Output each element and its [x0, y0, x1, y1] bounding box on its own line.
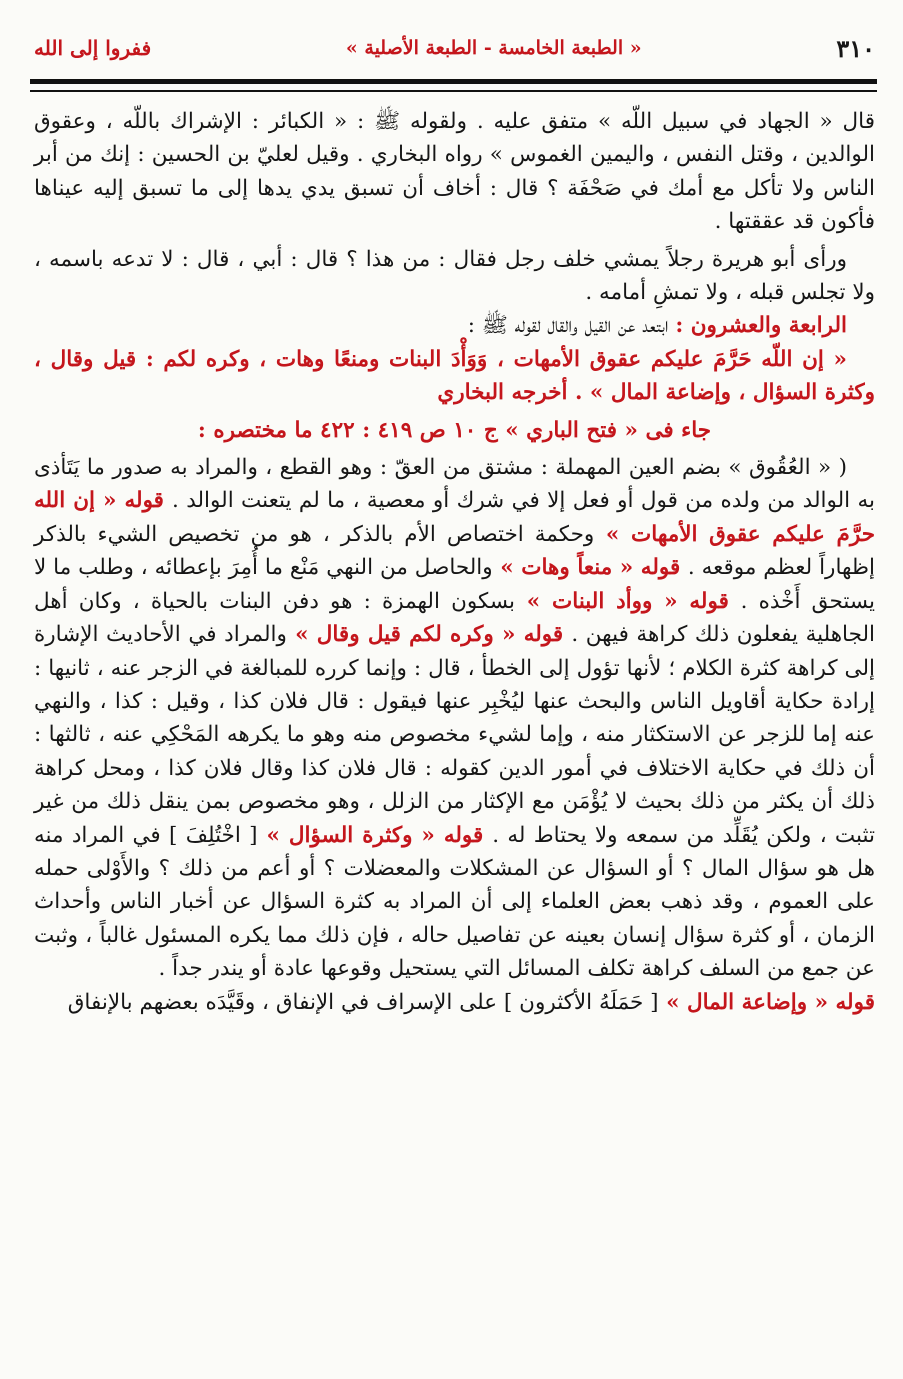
highlight-1: قوله « إن الله حرَّمَ عليكم عقوق الأمهات » — [34, 488, 876, 547]
page-number: ٣١٠ — [836, 33, 875, 63]
commentary-part-2: وحكمة اختصاص الأم بالذكر ، هو من تخصيص الشيء بالذكر إظهاراً لعظم موقعه . — [34, 521, 875, 581]
edition-label: « الطبعة الخامسة - الطبعة الأصلية » — [345, 37, 642, 59]
highlight-3: قوله « ووأد البنات » — [515, 588, 741, 614]
header-rule-thick — [30, 79, 877, 84]
highlight-5: قوله « وكثرة السؤال » — [257, 822, 493, 848]
page-body — [34, 105, 875, 1359]
highlight-4: قوله « وكره لكم قيل وقال » — [286, 622, 572, 648]
section-label: الرابعة والعشرون : — [675, 313, 847, 339]
commentary-part-3: والحاصل من النهي مَنْع ما أُمِرَ بإعطائه ، وطلب ما لا يستحق أَخْذه . — [34, 555, 876, 614]
commentary-part-5: والمراد في الأحاديث الإشارة إلى كراهة كثرة الكلام ؛ لأنها تؤول إلى الخطأ ، قال : وإنما كرره للمبالغة في الزجر عنه ، ثانيها : إرادة حكاية أقاويل الناس والبحث عنها ليُخْبِر عنها فيقول : قال فلان كذا ، وقيل : كذا ، والنهي عنه إما للزجر عن الاستكثار منه ، وإما لشيء مخصوص منه وهو ما يكرهه المَحْكِي عنه ، ثالثها : أن ذلك في حكاية الاختلاف في أمور الدين كقوله : قال فلان كذا وقال فلان كذا ، ومحل كراهة ذلك أن يكثر من ذلك بحيث لا يُؤْمَن مع الإكثار من الزلل ، وهو مخصوص بمن ينقل ذلك من غير تثبت ، ولكن يُقَلِّد من سمعه ولا يحتاط له . — [34, 622, 876, 848]
highlight-2: قوله « منعاً وهات » — [492, 555, 688, 581]
commentary-part-7: [ حَمَلَهُ الأكثرون ] على الإسراف في الإنفاق ، وقَيَّدَه بعضهم بالإنفاق — [67, 989, 659, 1015]
source-reference: جاء فى « فتح الباري » ج ١٠ ص ٤١٩ : ٤٢٢ ما مختصره : — [197, 417, 712, 443]
page-header — [34, 28, 875, 68]
commentary — [34, 451, 875, 986]
hadith-text: « إن اللّه حَرَّمَ عليكم عقوق الأمهات ، وَوَأْدَ البنات ومنعًا وهات ، وكره لكم : قيل وقال ، وكثرة السؤال ، وإضاعة المال » . أخرجه البخاري — [34, 346, 875, 406]
book-title: ففروا إلى الله — [34, 36, 152, 60]
header-rule-thin — [30, 90, 877, 92]
paragraph-2: ورأى أبو هريرة رجلاً يمشي خلف رجل فقال : من هذا ؟ قال : أبي ، قال : لا تدعه باسمه ، ولا تجلس قبله ، ولا تمشِ أمامه . — [34, 246, 875, 306]
commentary-part-4: بسكون الهمزة : هو دفن البنات بالحياة ، وكان أهل الجاهلية يفعلون ذلك كراهة فيهن . — [34, 588, 875, 648]
highlight-6: قوله « وإضاعة المال » — [658, 989, 875, 1015]
paragraph-3 — [34, 309, 875, 342]
section-text: ابتعد عن القيل والقال لقوله ﷺ : — [467, 313, 676, 339]
commentary-part-1: ( « العُقُوق » بضم العين المهملة : مشتق من العقّ : وهو القطع ، والمراد به صدور ما يَتَأذى به الوالد من ولده من قول أو فعل إلا في شرك أو معصية ، ما لم يتعنت الوالد . — [34, 455, 875, 514]
commentary-final — [34, 986, 875, 1019]
commentary-part-6: [ اخْتُلِفَ ] في المراد منه هل هو سؤال المال ؟ أو السؤال عن المشكلات والمعضلات ؟ أو أعم من ذلك ؟ والأَوْلى حمله على العموم ، وقد ذهب بعض العلماء إلى أن المراد به كثرة السؤال عن أخبار الناس وأحداث الزمان ، أو كثرة سؤال إنسان بعينه عن تفاصيل حاله ، فإن ذلك مما يكره المسئول غالباً ، وثبت عن جمع من السلف كراهة تكلف المسائل التي يستحيل وقوعها عادة أو يندر جداً . — [34, 822, 875, 982]
paragraph-1: قال « الجهاد في سبيل اللّه » متفق عليه . ولقوله ﷺ : « الكبائر : الإشراك باللّه ، وعقوق الوالدين ، وقتل النفس ، واليمين الغموس » رواه البخاري . وقيل لعليّ بن الحسين : إنك من أبر الناس ولا تأكل مع أمك في صَحْفَة ؟ قال : أخاف أن تسبق يدي يدها إلى ما تسبق إليه عيناها فأكون قد عققتها . — [34, 109, 875, 235]
